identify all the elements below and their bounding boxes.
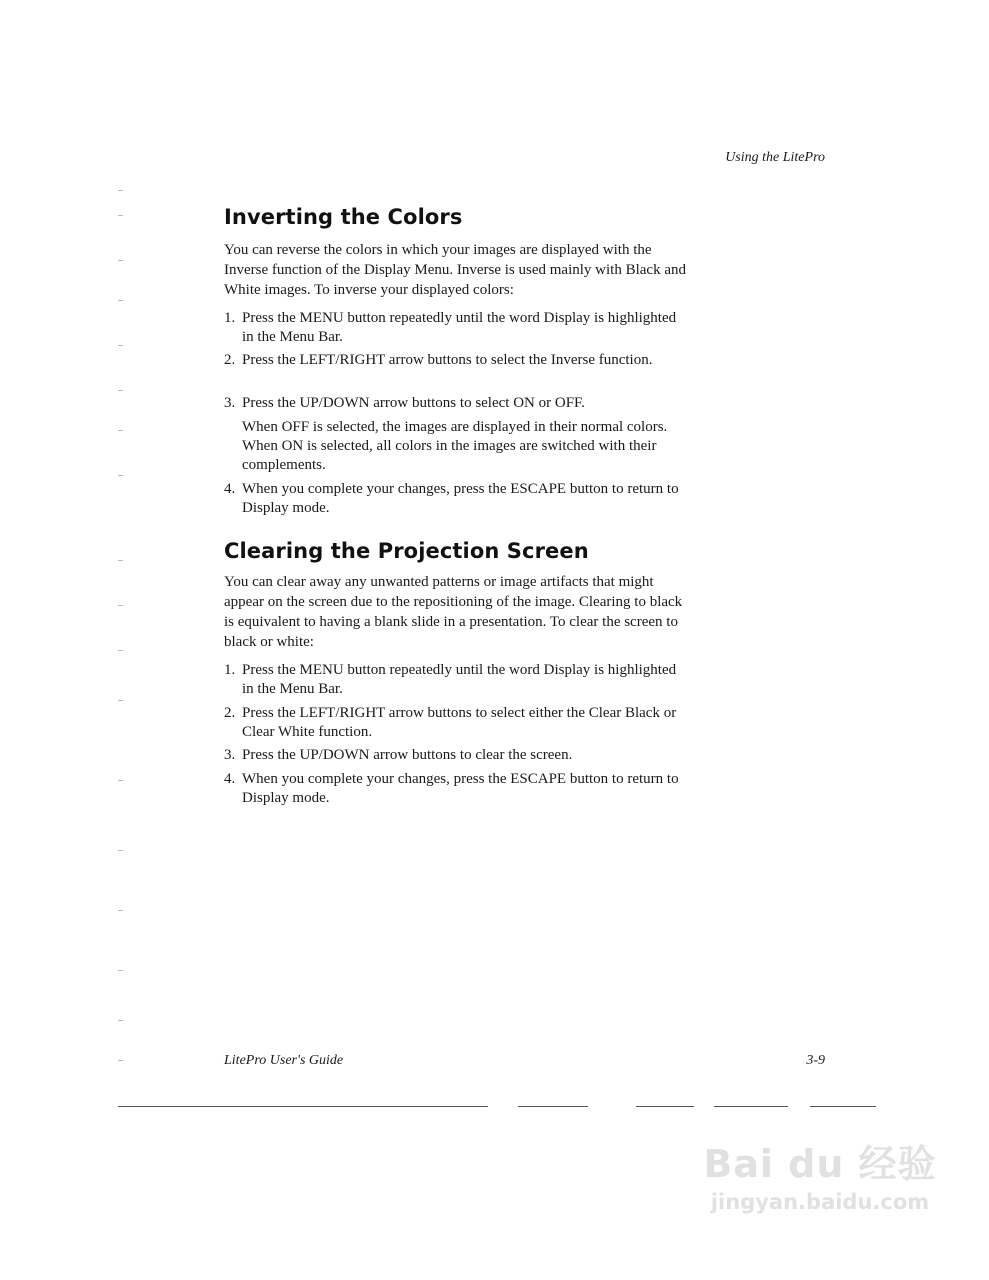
step-number: 3. (224, 747, 236, 763)
step-number: 4. (224, 481, 236, 497)
watermark (700, 1133, 940, 1214)
list-item (224, 480, 684, 518)
margin-tick (118, 260, 123, 261)
step-number: 3. (224, 395, 236, 411)
margin-tick (118, 605, 123, 606)
bottom-rule-segment (714, 1106, 788, 1107)
step-text: Press the UP/DOWN arrow buttons to select ON or OFF. (242, 395, 585, 411)
margin-tick (118, 300, 123, 301)
step-note: When OFF is selected, the images are displayed in their normal colors. When ON is selected, all colors in the images are switched with their complements. (242, 419, 668, 473)
margin-tick (118, 970, 123, 971)
list-item (224, 309, 684, 347)
margin-tick (118, 430, 123, 431)
section-heading-clearing-screen: Clearing the Projection Screen (224, 539, 589, 563)
margin-tick (118, 700, 123, 701)
margin-tick (118, 650, 123, 651)
margin-tick (118, 190, 123, 191)
step-number: 1. (224, 662, 236, 678)
list-item (224, 746, 684, 765)
watermark-url: jingyan.baidu.com (710, 1190, 930, 1214)
step-text: When you complete your changes, press the ESCAPE button to return to Display mode. (242, 771, 679, 806)
list-item (224, 704, 684, 742)
section-heading-inverting-colors: Inverting the Colors (224, 205, 463, 229)
margin-tick (118, 780, 123, 781)
step-text: Press the LEFT/RIGHT arrow buttons to select the Inverse function. (242, 352, 653, 368)
running-header: Using the LitePro (725, 150, 825, 165)
margin-tick (118, 390, 123, 391)
bottom-rule-segment (118, 1106, 488, 1107)
step-number: 1. (224, 310, 236, 326)
section-intro-paragraph: You can clear away any unwanted patterns or image artifacts that might appear on the screen due to the repositioning of the image. Clearing to black is equivalent to having a blank slide in a presentation. To clear the screen to black or white: (224, 574, 683, 650)
watermark-brand: Bai du 经验 (703, 1142, 937, 1186)
footer-title: LitePro User's Guide (224, 1053, 344, 1068)
bottom-rule-segment (518, 1106, 588, 1107)
margin-tick (118, 215, 123, 216)
margin-tick (118, 345, 123, 346)
margin-tick (118, 560, 123, 561)
margin-tick (118, 850, 123, 851)
page-number: 3-9 (806, 1053, 825, 1068)
step-text: Press the LEFT/RIGHT arrow buttons to select either the Clear Black or Clear White function. (242, 705, 677, 740)
step-number: 4. (224, 771, 236, 787)
list-item (224, 351, 684, 370)
step-text: Press the UP/DOWN arrow buttons to clear the screen. (242, 747, 573, 763)
step-number: 2. (224, 352, 236, 368)
margin-tick (118, 910, 123, 911)
margin-tick (118, 1060, 123, 1061)
list-item (224, 770, 684, 808)
margin-tick (118, 1020, 123, 1021)
step-text: Press the MENU button repeatedly until the word Display is highlighted in the Menu Bar. (242, 310, 677, 345)
list-item (224, 661, 684, 699)
step-number: 2. (224, 705, 236, 721)
list-item (224, 394, 684, 413)
step-text: When you complete your changes, press the ESCAPE button to return to Display mode. (242, 481, 679, 516)
step-text: Press the MENU button repeatedly until the word Display is highlighted in the Menu Bar. (242, 662, 677, 697)
bottom-rule-segment (810, 1106, 876, 1107)
margin-tick (118, 475, 123, 476)
bottom-rule-segment (636, 1106, 694, 1107)
section-intro-paragraph: You can reverse the colors in which your images are displayed with the Inverse function of the Display Menu. Inverse is used mainly with Black and White images. To inverse your displayed colors: (224, 242, 686, 298)
